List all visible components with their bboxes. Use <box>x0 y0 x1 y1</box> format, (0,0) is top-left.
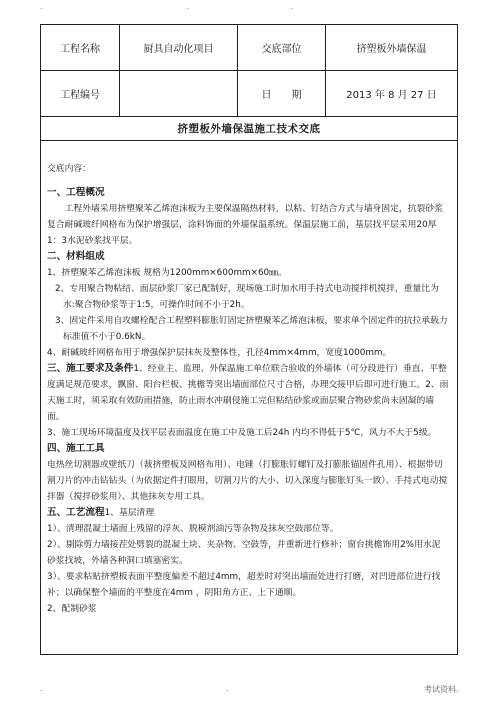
project-name-label: 工程名称 <box>60 44 100 55</box>
section-4-heading: 四、施工工具 <box>47 443 105 454</box>
footer-mark-left: . <box>40 684 43 693</box>
header-mark-middle: . <box>186 2 189 11</box>
document-title: 挤塑板外墙保温施工技术交底 <box>177 123 321 135</box>
footer-mark-middle: . <box>226 684 229 693</box>
section-5-item-3: 3）、要求粘贴挤塑板表面平整度偏差不超过4mm，超差时对突出墙面处进行打磨，对凹进部位进行找补；以确保整个墙面的平整度在4mm ，阴阳角方正、上下通顺。 <box>47 572 441 598</box>
section-5-item-2: 2）、剔除剪力墙接茬处劈裂的混凝土块、夹杂物、空鼓等，并重新进行修补；窗台挑檐饰用2%用水泥砂浆找坡，外墙各种洞口填塞密实。 <box>47 540 441 566</box>
project-number-label: 工程编号 <box>60 90 100 101</box>
section-2-heading: 二、材料组成 <box>47 251 105 262</box>
section-5-item-4: 2、配制砂浆 <box>47 604 97 614</box>
handover-location-value: 挤塑板外墙保温 <box>325 25 457 70</box>
section-5-heading-line <box>47 505 449 521</box>
footer-source-text: 考试资料. <box>424 685 459 694</box>
info-row-2 <box>41 71 457 117</box>
section-5-heading: 五、工艺流程 <box>47 507 105 518</box>
header-marks <box>0 2 496 10</box>
title-row <box>41 117 457 141</box>
handover-form <box>40 24 458 655</box>
section-5-item-1: 1）、清理混凝土墙面上残留的浮灰、脱模剂油污等杂物及抹灰空鼓部位等。 <box>47 524 339 534</box>
section-3-text-2: 3、施工现场环境温度及找平层表面温度在施工中及施工后24h 内均不得低于5℃，风力不大于5级。 <box>47 428 437 438</box>
header-mark-left: . <box>40 2 43 11</box>
date-value: 2013 年 8 月 27 日 <box>325 71 457 116</box>
section-3-heading: 三、施工要求及条件 <box>47 363 134 374</box>
header-mark-right: . <box>290 2 293 11</box>
section-1-text: 工程外墙采用挤塑聚苯乙烯泡沫板为主要保温隔热材料，以粘、钉结合方式与墙身固定，抗裂砂浆复合耐碱玻纤网格布为保护增强层，涂料饰面的外墙保温系统。保温层施工前，基层找平层采用20厚1：3水泥砂浆找平层。 <box>47 204 443 246</box>
section-4-text: 电热丝切割器或壁纸刀（裁挤塑板及网格布用）、电锤（打膨胀钉螺钉及打膨胀锚固件孔用）、根据带切割刀片的冲击钻钻头（为依据定件打眼用，切割刀片的大小、切入深度与膨胀钉头一致）、手持式电动搅拌器（搅拌砂浆用）、其他抹灰专用工具。 <box>47 460 448 502</box>
section-5-subheading: 1、基层清理 <box>104 508 155 518</box>
handover-location-label: 交底部位 <box>237 25 325 70</box>
project-name-value: 厨具自动化项目 <box>119 25 237 70</box>
date-label: 日 期 <box>237 71 325 116</box>
section-2-item-3: 3、固定件采用自攻螺栓配合工程塑料膨胀钉固定挤塑聚苯乙烯泡沫板，要求单个固定件的抗拉承载力标准值不小于0.6kN。 <box>55 316 448 342</box>
section-2-item-2: 2、专用聚合物粘结、面层砂浆厂家已配制好，现场施工时加水用手持式电动搅拌机搅拌，重量比为水:聚合物砂浆等于1:5，可操作时间不小于2h。 <box>55 284 439 310</box>
project-number-value <box>119 71 237 116</box>
section-2-item-4: 4、耐碱玻纤网格布用于增强保护层抹灰及整体性，孔径4mm×4mm，宽度1000mm。 <box>47 348 392 358</box>
handover-content <box>41 161 457 617</box>
section-3-text-1: 1、经业主、监理、外保温施工单位联合验收的外墙体（可分段进行）垂直、平整度满足规范要求，飘窗、阳台栏板、挑檐等突出墙面部位尺寸合格，办理交接甲后即可进行施工。2、雨天施工时，须采取有效防雨措施，防止雨水冲刷侵施工完但粘结砂浆或面层聚合物砂浆尚未固凝的墙面。 <box>47 364 449 422</box>
section-2-item-1: 1、挤塑聚苯乙烯泡沫板 规格为1200mm×600mm×60㎜。 <box>47 268 287 278</box>
intro-label: 交底内容： <box>47 164 91 174</box>
section-3-paragraph-1 <box>47 361 449 425</box>
info-row-1 <box>41 25 457 71</box>
section-1-heading: 一、工程概况 <box>47 187 105 198</box>
